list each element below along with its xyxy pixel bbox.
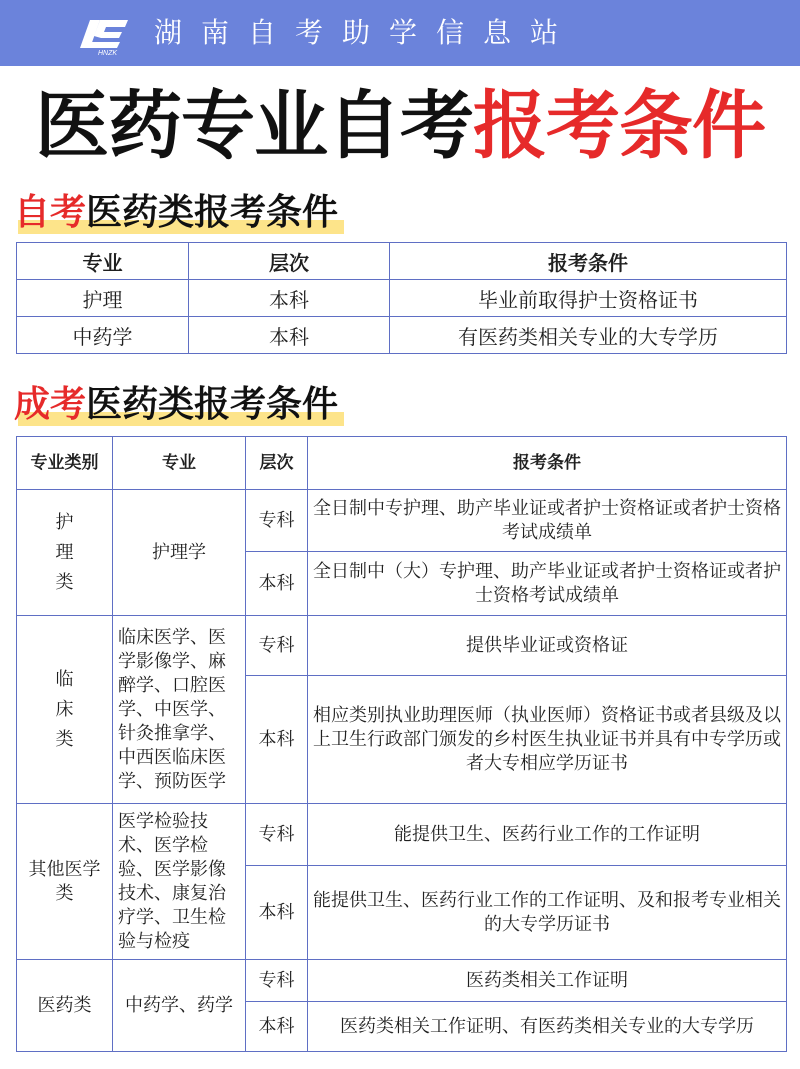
condition-cell: 相应类别执业助理医师（执业医师）资格证书或者县级及以上卫生行政部门颁发的乡村医生执业证书并具有中专学历或者大专相应学历证书 [308,676,787,804]
col-header-condition: 报考条件 [308,437,787,490]
col-header-condition: 报考条件 [390,243,787,280]
condition-cell: 能提供卫生、医药行业工作的工作证明 [308,804,787,866]
site-name: 湖南自考助学信息站 [154,16,578,49]
category-clinical: 临床类 [55,668,74,750]
section2-title-rest: 医药类报考条件 [86,384,339,425]
level-cell: 本科 [189,317,390,354]
col-header-major: 专业 [17,243,189,280]
majors-text: 医学检验技术、医学检验、医学影像技术、康复治疗学、卫生检验与检疫 [118,810,226,952]
level-cell: 本科 [189,280,390,317]
category-nursing: 护理类 [55,511,74,593]
level-cell: 本科 [246,552,308,616]
condition-cell: 有医药类相关专业的大专学历 [390,317,787,354]
hnzk-logo-icon [76,14,132,56]
section2-title [14,384,338,426]
level-cell: 专科 [246,616,308,676]
level-cell: 本科 [246,1002,308,1052]
table-row [17,804,787,866]
col-header-level: 层次 [189,243,390,280]
major-cell: 中药学 [17,317,189,354]
logo-text: HNZK [98,50,118,56]
section1-title-accent: 自考 [14,192,87,233]
table-row [17,317,787,354]
adult-exam-table [16,436,787,1052]
majors-cell [113,616,246,804]
top-banner [0,0,800,66]
category-cell [17,490,113,616]
col-header-category: 专业类别 [17,437,113,490]
condition-cell: 全日制中专护理、助产毕业证或者护士资格证或者护士资格考试成绩单 [308,490,787,552]
page-title-part2: 报考条件 [473,83,765,169]
condition-cell: 医药类相关工作证明 [308,960,787,1002]
level-cell: 本科 [246,866,308,960]
condition-cell: 提供毕业证或资格证 [308,616,787,676]
col-header-major: 专业 [113,437,246,490]
section2-title-accent: 成考 [14,384,87,425]
condition-cell: 医药类相关工作证明、有医药类相关专业的大专学历 [308,1002,787,1052]
table-header-row [17,243,787,280]
level-cell: 专科 [246,490,308,552]
condition-cell: 全日制中（大）专护理、助产毕业证或者护士资格证或者护士资格考试成绩单 [308,552,787,616]
category-cell [17,616,113,804]
section1-title [14,192,338,234]
section1-title-rest: 医药类报考条件 [86,192,339,233]
self-exam-table [16,242,787,354]
majors-cell: 中药学、药学 [113,960,246,1052]
col-header-level: 层次 [246,437,308,490]
page-title [0,74,800,178]
condition-cell: 毕业前取得护士资格证书 [390,280,787,317]
table-header-row [17,437,787,490]
majors-cell [113,804,246,960]
category-cell: 医药类 [17,960,113,1052]
level-cell: 专科 [246,804,308,866]
level-cell: 专科 [246,960,308,1002]
condition-cell: 能提供卫生、医药行业工作的工作证明、及和报考专业相关的大专学历证书 [308,866,787,960]
majors-text: 临床医学、医学影像学、麻醉学、口腔医学、中医学、针灸推拿学、中西医临床医学、预防医学 [118,626,226,792]
major-cell: 护理 [17,280,189,317]
table-row [17,490,787,552]
category-cell: 其他医学类 [17,804,113,960]
table-row [17,616,787,676]
table-row [17,280,787,317]
table-row [17,960,787,1002]
page-title-part1: 医药专业自考 [35,83,473,169]
majors-cell: 护理学 [113,490,246,616]
level-cell: 本科 [246,676,308,804]
